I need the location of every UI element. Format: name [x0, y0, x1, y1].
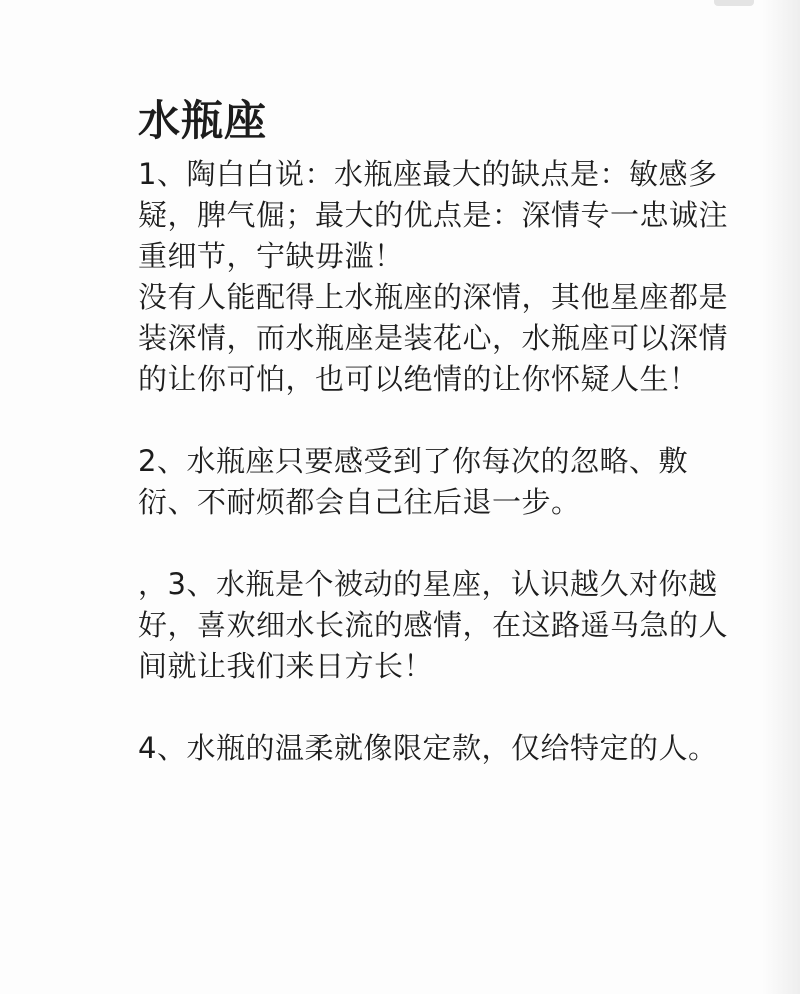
paragraph-spacer — [138, 400, 738, 441]
paragraph-4: ，3、水瓶是个被动的星座，认识越久对你越好，喜欢细水长流的感情，在这路遥马急的人间就让我们来日方长！ — [138, 567, 729, 683]
edge-shadow — [762, 0, 800, 994]
paragraph-2: 没有人能配得上水瓶座的深情，其他星座都是装深情，而水瓶座是装花心，水瓶座可以深情的让你可怕，也可以绝情的让你怀疑人生！ — [138, 280, 729, 396]
paragraph-spacer — [138, 523, 738, 564]
paragraph-5: 4、水瓶的温柔就像限定款，仅给特定的人。 — [138, 731, 718, 765]
paragraph-spacer — [138, 687, 738, 728]
paragraph-3: 2、水瓶座只要感受到了你每次的忽略、敷衍、不耐烦都会自己往后退一步。 — [138, 444, 688, 519]
article-body — [138, 88, 738, 769]
paragraph-1: 1、陶白白说：水瓶座最大的缺点是：敏感多疑，脾气倔；最大的优点是：深情专一忠诚注重细节，宁缺毋滥！ — [138, 157, 729, 273]
article-title: 水瓶座 — [138, 96, 268, 145]
top-status-mark — [714, 0, 754, 6]
